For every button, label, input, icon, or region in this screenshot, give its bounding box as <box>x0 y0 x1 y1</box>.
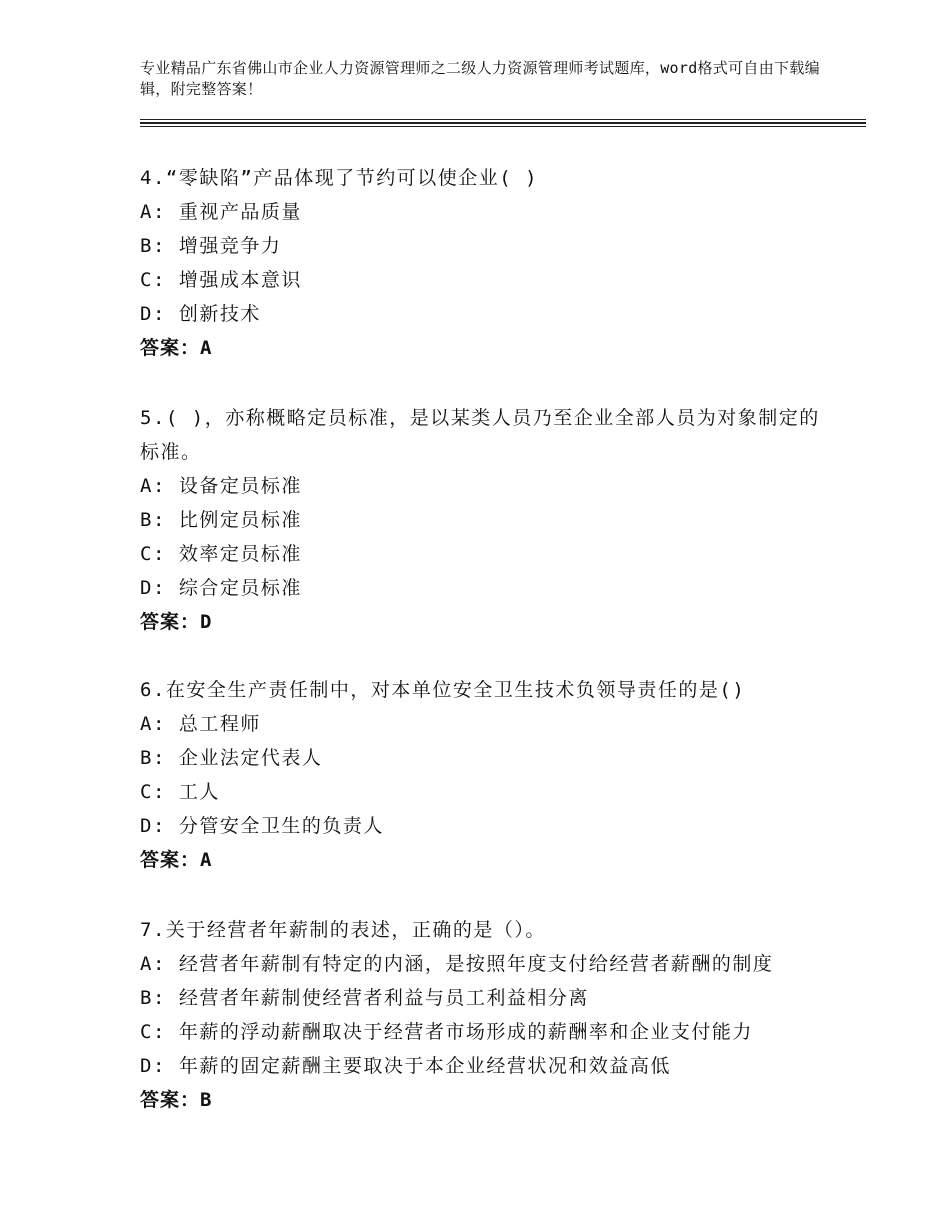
option-c: C: 增强成本意识 <box>140 269 302 291</box>
option-d: D: 分管安全卫生的负责人 <box>140 815 384 837</box>
question-5 <box>140 401 820 639</box>
question-4 <box>140 161 820 365</box>
header-divider-line <box>140 119 866 120</box>
option-b: B: 经营者年薪制使经营者利益与员工利益相分离 <box>140 987 589 1009</box>
header-divider-line <box>140 126 866 127</box>
document-header: 专业精品广东省佛山市企业人力资源管理师之二级人力资源管理师考试题库，word格式可自由下载编辑，附完整答案！ <box>140 59 820 98</box>
answer: 答案：D <box>140 611 213 633</box>
answer: 答案：B <box>140 1089 213 1111</box>
option-a: A: 总工程师 <box>140 713 261 735</box>
option-b: B: 增强竞争力 <box>140 235 282 257</box>
option-c: C: 年薪的浮动薪酬取决于经营者市场形成的薪酬率和企业支付能力 <box>140 1021 753 1043</box>
option-a: A: 经营者年薪制有特定的内涵，是按照年度支付给经营者薪酬的制度 <box>140 953 774 975</box>
header-divider-line <box>140 122 866 124</box>
question-6 <box>140 673 820 877</box>
option-d: D: 创新技术 <box>140 303 261 325</box>
option-b: B: 企业法定代表人 <box>140 747 323 769</box>
option-c: C: 工人 <box>140 781 220 803</box>
question-stem: 6.在安全生产责任制中，对本单位安全卫生技术负领导责任的是() <box>140 679 746 701</box>
option-a: A: 重视产品质量 <box>140 201 302 223</box>
answer: 答案：A <box>140 337 213 359</box>
answer: 答案：A <box>140 849 213 871</box>
option-d: D: 综合定员标准 <box>140 577 302 599</box>
question-7 <box>140 913 820 1117</box>
option-b: B: 比例定员标准 <box>140 509 302 531</box>
question-stem: 4.“零缺陷”产品体现了节约可以使企业( ) <box>140 167 539 189</box>
option-d: D: 年薪的固定薪酬主要取决于本企业经营状况和效益高低 <box>140 1055 671 1077</box>
option-a: A: 设备定员标准 <box>140 475 302 497</box>
question-stem: 7.关于经营者年薪制的表述，正确的是（）。 <box>140 919 546 941</box>
question-stem: 5.( )，亦称概略定员标准，是以某类人员乃至企业全部人员为对象制定的标准。 <box>140 407 820 463</box>
option-c: C: 效率定员标准 <box>140 543 302 565</box>
